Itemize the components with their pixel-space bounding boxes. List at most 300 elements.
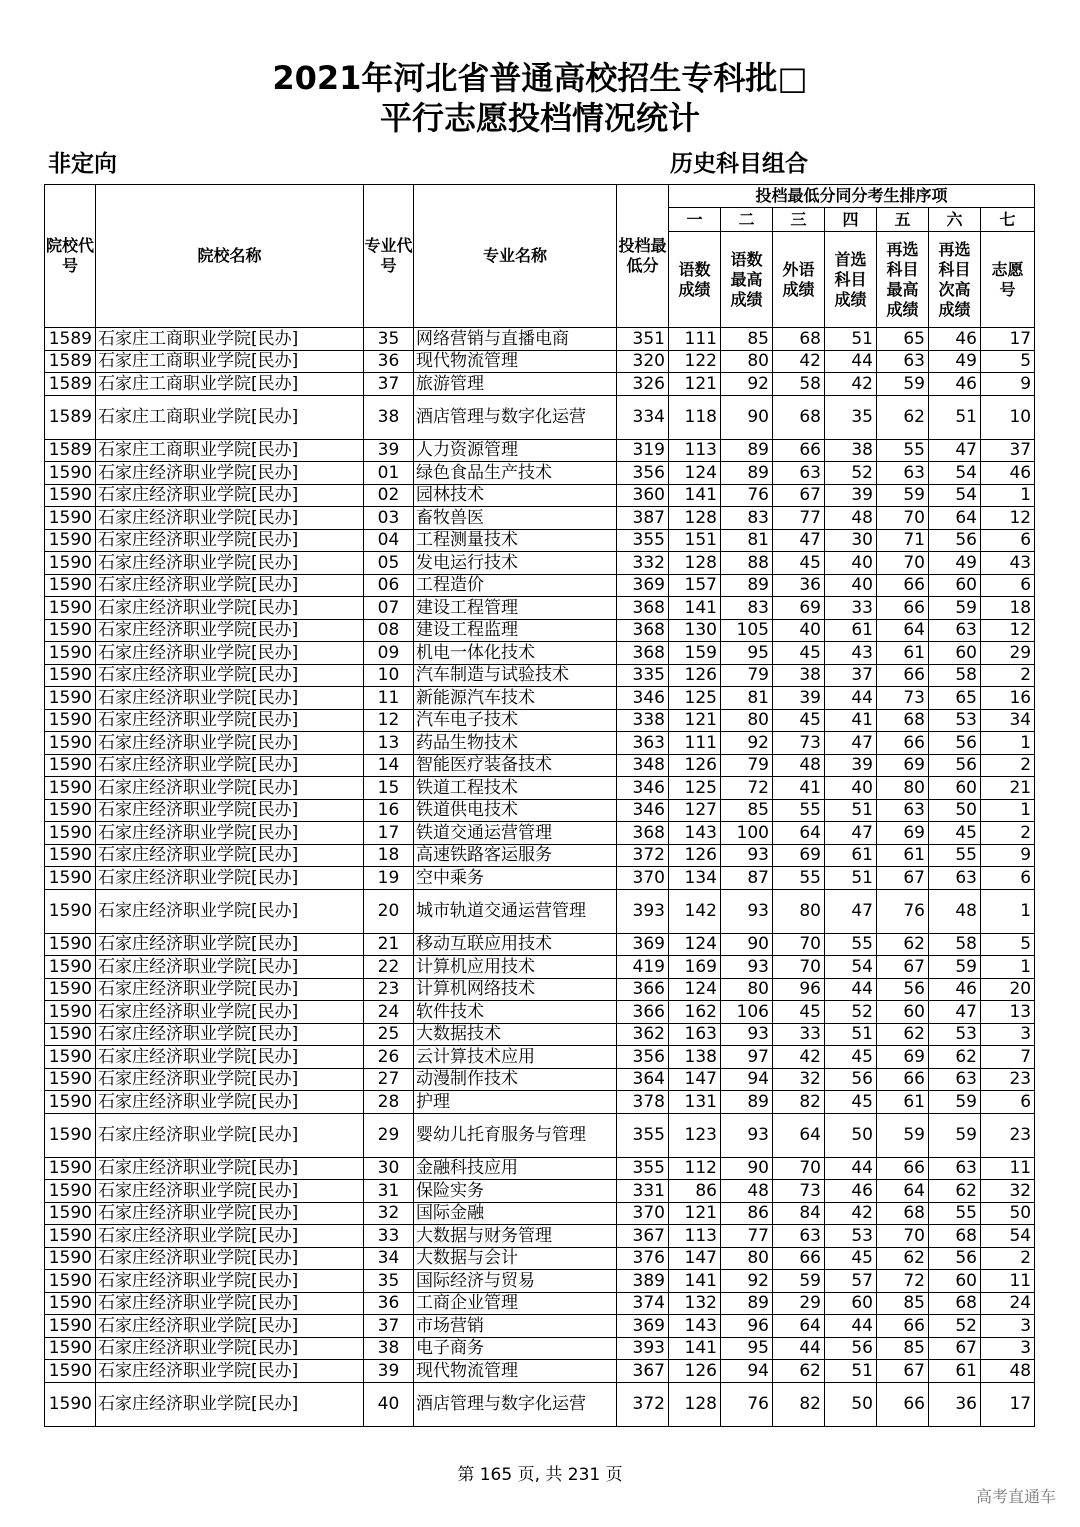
table-row — [45, 956, 1035, 979]
cell-min-score: 346 — [617, 777, 669, 800]
cell-first-subject-score: 45 — [825, 1247, 877, 1270]
cell-first-subject-score: 60 — [825, 1292, 877, 1315]
cell-major-code: 03 — [364, 507, 414, 530]
cell-chinese-math-max: 105 — [721, 619, 773, 642]
table-row — [45, 709, 1035, 732]
cell-chinese-math-score: 159 — [669, 642, 721, 665]
cell-school-code: 1590 — [45, 799, 96, 822]
cell-major-name: 智能医疗装备技术 — [414, 754, 617, 777]
cell-chinese-math-max: 97 — [721, 1046, 773, 1069]
cell-school-name: 石家庄经济职业学院[民办] — [96, 597, 364, 620]
cell-min-score: 366 — [617, 978, 669, 1001]
cell-second-subject-max: 62 — [877, 1023, 929, 1046]
cell-school-code: 1590 — [45, 1180, 96, 1203]
cell-preference-number: 6 — [981, 1091, 1035, 1114]
cell-school-name: 石家庄经济职业学院[民办] — [96, 642, 364, 665]
table-row — [45, 687, 1035, 710]
cell-school-name: 石家庄经济职业学院[民办] — [96, 844, 364, 867]
cell-school-name: 石家庄经济职业学院[民办] — [96, 754, 364, 777]
cell-chinese-math-max: 93 — [721, 1023, 773, 1046]
cell-chinese-math-score: 125 — [669, 687, 721, 710]
cell-chinese-math-score: 121 — [669, 1202, 721, 1225]
cell-chinese-math-score: 127 — [669, 799, 721, 822]
cell-school-code: 1590 — [45, 462, 96, 485]
cell-school-code: 1590 — [45, 956, 96, 979]
cell-chinese-math-max: 94 — [721, 1068, 773, 1091]
cell-second-subject-max: 66 — [877, 1068, 929, 1091]
cell-major-name: 铁道供电技术 — [414, 799, 617, 822]
cell-major-name: 旅游管理 — [414, 373, 617, 396]
cell-min-score: 334 — [617, 395, 669, 439]
cell-major-name: 计算机网络技术 — [414, 978, 617, 1001]
cell-preference-number: 23 — [981, 1068, 1035, 1091]
table-row — [45, 889, 1035, 933]
cell-major-code: 35 — [364, 328, 414, 351]
cell-foreign-language-score: 59 — [773, 1270, 825, 1293]
cell-school-code: 1589 — [45, 373, 96, 396]
cell-preference-number: 1 — [981, 889, 1035, 933]
cell-min-score: 370 — [617, 1202, 669, 1225]
cell-min-score: 374 — [617, 1292, 669, 1315]
cell-second-subject-next: 67 — [929, 1337, 981, 1360]
cell-second-subject-max: 66 — [877, 1157, 929, 1180]
cell-school-name: 石家庄经济职业学院[民办] — [96, 1157, 364, 1180]
cell-preference-number: 11 — [981, 1270, 1035, 1293]
cell-second-subject-next: 62 — [929, 1180, 981, 1203]
cell-chinese-math-score: 157 — [669, 574, 721, 597]
cell-first-subject-score: 39 — [825, 754, 877, 777]
cell-major-code: 05 — [364, 552, 414, 575]
header-major-code: 专业代号 — [364, 185, 414, 328]
cell-chinese-math-score: 128 — [669, 507, 721, 530]
cell-preference-number: 18 — [981, 597, 1035, 620]
cell-preference-number: 21 — [981, 777, 1035, 800]
table-row — [45, 462, 1035, 485]
table-row — [45, 867, 1035, 890]
cell-preference-number: 9 — [981, 844, 1035, 867]
cell-chinese-math-max: 89 — [721, 462, 773, 485]
cell-chinese-math-score: 141 — [669, 1337, 721, 1360]
cell-school-code: 1590 — [45, 1315, 96, 1338]
cell-min-score: 346 — [617, 687, 669, 710]
cell-preference-number: 12 — [981, 619, 1035, 642]
cell-first-subject-score: 35 — [825, 395, 877, 439]
table-row — [45, 799, 1035, 822]
cell-chinese-math-max: 92 — [721, 1270, 773, 1293]
cell-second-subject-next: 36 — [929, 1382, 981, 1426]
cell-chinese-math-max: 80 — [721, 709, 773, 732]
cell-preference-number: 10 — [981, 395, 1035, 439]
cell-preference-number: 1 — [981, 732, 1035, 755]
table-row — [45, 484, 1035, 507]
cell-major-code: 31 — [364, 1180, 414, 1203]
cell-foreign-language-score: 68 — [773, 328, 825, 351]
cell-foreign-language-score: 64 — [773, 822, 825, 845]
table-row — [45, 328, 1035, 351]
cell-major-code: 34 — [364, 1247, 414, 1270]
cell-major-name: 计算机应用技术 — [414, 956, 617, 979]
cell-major-name: 建设工程管理 — [414, 597, 617, 620]
cell-school-name: 石家庄经济职业学院[民办] — [96, 1046, 364, 1069]
cell-major-name: 工程测量技术 — [414, 529, 617, 552]
table-row — [45, 1157, 1035, 1180]
cell-first-subject-score: 51 — [825, 1360, 877, 1383]
cell-first-subject-score: 45 — [825, 1091, 877, 1114]
cell-preference-number: 2 — [981, 1247, 1035, 1270]
cell-major-code: 30 — [364, 1157, 414, 1180]
cell-school-name: 石家庄经济职业学院[民办] — [96, 1113, 364, 1157]
table-row — [45, 732, 1035, 755]
table-row — [45, 1180, 1035, 1203]
cell-chinese-math-max: 48 — [721, 1180, 773, 1203]
table-row — [45, 373, 1035, 396]
cell-min-score: 372 — [617, 844, 669, 867]
cell-min-score: 319 — [617, 439, 669, 462]
cell-foreign-language-score: 45 — [773, 709, 825, 732]
cell-school-name: 石家庄经济职业学院[民办] — [96, 1225, 364, 1248]
page-title-line1: 2021年河北省普通高校招生专科批□ — [272, 59, 808, 97]
cell-second-subject-next: 63 — [929, 619, 981, 642]
cell-first-subject-score: 50 — [825, 1113, 877, 1157]
cell-school-code: 1590 — [45, 1113, 96, 1157]
cell-foreign-language-score: 38 — [773, 664, 825, 687]
cell-chinese-math-score: 124 — [669, 978, 721, 1001]
cell-school-name: 石家庄经济职业学院[民办] — [96, 1337, 364, 1360]
cell-second-subject-next: 62 — [929, 1046, 981, 1069]
cell-second-subject-max: 67 — [877, 1360, 929, 1383]
cell-preference-number: 2 — [981, 664, 1035, 687]
cell-min-score: 351 — [617, 328, 669, 351]
cell-major-code: 13 — [364, 732, 414, 755]
cell-major-name: 酒店管理与数字化运营 — [414, 1382, 617, 1426]
cell-first-subject-score: 46 — [825, 1180, 877, 1203]
cell-second-subject-max: 67 — [877, 956, 929, 979]
cell-preference-number: 20 — [981, 978, 1035, 1001]
cell-second-subject-max: 76 — [877, 889, 929, 933]
cell-major-name: 发电运行技术 — [414, 552, 617, 575]
page-title-line2: 平行志愿投档情况统计 — [379, 99, 700, 137]
cell-chinese-math-max: 79 — [721, 664, 773, 687]
cell-chinese-math-max: 89 — [721, 439, 773, 462]
cell-second-subject-next: 56 — [929, 732, 981, 755]
cell-min-score: 368 — [617, 642, 669, 665]
cell-second-subject-max: 70 — [877, 552, 929, 575]
cell-chinese-math-score: 121 — [669, 373, 721, 396]
cell-chinese-math-score: 122 — [669, 350, 721, 373]
header-order-1: 一 — [669, 208, 721, 232]
cell-min-score: 367 — [617, 1225, 669, 1248]
cell-school-code: 1590 — [45, 978, 96, 1001]
cell-major-name: 建设工程监理 — [414, 619, 617, 642]
cell-preference-number: 46 — [981, 462, 1035, 485]
cell-chinese-math-score: 162 — [669, 1001, 721, 1024]
cell-second-subject-next: 55 — [929, 844, 981, 867]
cell-school-code: 1590 — [45, 642, 96, 665]
cell-second-subject-next: 48 — [929, 889, 981, 933]
cell-school-code: 1589 — [45, 439, 96, 462]
cell-foreign-language-score: 69 — [773, 597, 825, 620]
cell-second-subject-max: 59 — [877, 1113, 929, 1157]
cell-major-code: 32 — [364, 1202, 414, 1225]
cell-school-name: 石家庄经济职业学院[民办] — [96, 552, 364, 575]
cell-chinese-math-max: 85 — [721, 799, 773, 822]
cell-major-code: 28 — [364, 1091, 414, 1114]
cell-chinese-math-max: 77 — [721, 1225, 773, 1248]
header-school-code: 院校代号 — [45, 185, 96, 328]
cell-first-subject-score: 44 — [825, 1315, 877, 1338]
cell-chinese-math-score: 169 — [669, 956, 721, 979]
cell-second-subject-next: 46 — [929, 373, 981, 396]
cell-school-code: 1589 — [45, 350, 96, 373]
cell-second-subject-max: 66 — [877, 1315, 929, 1338]
cell-min-score: 355 — [617, 529, 669, 552]
cell-school-code: 1589 — [45, 328, 96, 351]
cell-second-subject-max: 61 — [877, 844, 929, 867]
cell-school-code: 1590 — [45, 687, 96, 710]
cell-chinese-math-max: 90 — [721, 1157, 773, 1180]
cell-major-name: 现代物流管理 — [414, 1360, 617, 1383]
cell-school-name: 石家庄经济职业学院[民办] — [96, 664, 364, 687]
cell-chinese-math-max: 94 — [721, 1360, 773, 1383]
cell-min-score: 368 — [617, 597, 669, 620]
cell-school-name: 石家庄经济职业学院[民办] — [96, 1001, 364, 1024]
table-row — [45, 754, 1035, 777]
cell-second-subject-max: 65 — [877, 328, 929, 351]
cell-major-name: 软件技术 — [414, 1001, 617, 1024]
cell-preference-number: 2 — [981, 754, 1035, 777]
cell-school-name: 石家庄经济职业学院[民办] — [96, 978, 364, 1001]
cell-min-score: 393 — [617, 889, 669, 933]
cell-chinese-math-max: 86 — [721, 1202, 773, 1225]
cell-first-subject-score: 48 — [825, 507, 877, 530]
admission-table — [44, 184, 1035, 1427]
cell-school-name: 石家庄经济职业学院[民办] — [96, 867, 364, 890]
cell-foreign-language-score: 42 — [773, 350, 825, 373]
cell-second-subject-next: 58 — [929, 664, 981, 687]
cell-school-code: 1590 — [45, 889, 96, 933]
cell-foreign-language-score: 39 — [773, 687, 825, 710]
cell-foreign-language-score: 82 — [773, 1382, 825, 1426]
cell-major-name: 动漫制作技术 — [414, 1068, 617, 1091]
cell-chinese-math-max: 76 — [721, 1382, 773, 1426]
cell-major-code: 38 — [364, 1337, 414, 1360]
cell-school-name: 石家庄经济职业学院[民办] — [96, 462, 364, 485]
cell-min-score: 370 — [617, 867, 669, 890]
cell-second-subject-max: 73 — [877, 687, 929, 710]
cell-major-name: 大数据与会计 — [414, 1247, 617, 1270]
cell-second-subject-max: 63 — [877, 799, 929, 822]
cell-second-subject-max: 61 — [877, 1091, 929, 1114]
cell-major-name: 铁道交通运营管理 — [414, 822, 617, 845]
cell-second-subject-next: 56 — [929, 1247, 981, 1270]
cell-foreign-language-score: 55 — [773, 799, 825, 822]
cell-chinese-math-max: 93 — [721, 956, 773, 979]
cell-min-score: 376 — [617, 1247, 669, 1270]
cell-chinese-math-score: 128 — [669, 1382, 721, 1426]
table-row — [45, 1023, 1035, 1046]
cell-foreign-language-score: 68 — [773, 395, 825, 439]
cell-foreign-language-score: 36 — [773, 574, 825, 597]
cell-chinese-math-max: 79 — [721, 754, 773, 777]
cell-first-subject-score: 44 — [825, 687, 877, 710]
cell-chinese-math-max: 83 — [721, 597, 773, 620]
header-order-6: 六 — [929, 208, 981, 232]
cell-chinese-math-score: 147 — [669, 1247, 721, 1270]
cell-chinese-math-score: 123 — [669, 1113, 721, 1157]
cell-school-name: 石家庄经济职业学院[民办] — [96, 1068, 364, 1091]
cell-second-subject-next: 56 — [929, 529, 981, 552]
cell-foreign-language-score: 64 — [773, 1113, 825, 1157]
cell-major-code: 11 — [364, 687, 414, 710]
cell-second-subject-max: 66 — [877, 732, 929, 755]
cell-school-name: 石家庄经济职业学院[民办] — [96, 1292, 364, 1315]
table-row — [45, 1202, 1035, 1225]
cell-first-subject-score: 33 — [825, 597, 877, 620]
cell-first-subject-score: 44 — [825, 978, 877, 1001]
cell-foreign-language-score: 42 — [773, 1046, 825, 1069]
cell-school-name: 石家庄经济职业学院[民办] — [96, 1180, 364, 1203]
cell-preference-number: 43 — [981, 552, 1035, 575]
cell-chinese-math-score: 118 — [669, 395, 721, 439]
cell-min-score: 367 — [617, 1360, 669, 1383]
cell-second-subject-max: 69 — [877, 822, 929, 845]
cell-chinese-math-max: 81 — [721, 529, 773, 552]
cell-min-score: 368 — [617, 619, 669, 642]
cell-preference-number: 9 — [981, 373, 1035, 396]
cell-school-name: 石家庄经济职业学院[民办] — [96, 933, 364, 956]
cell-chinese-math-max: 96 — [721, 1315, 773, 1338]
cell-chinese-math-score: 126 — [669, 754, 721, 777]
cell-preference-number: 54 — [981, 1225, 1035, 1248]
cell-preference-number: 16 — [981, 687, 1035, 710]
cell-school-code: 1590 — [45, 1023, 96, 1046]
cell-school-name: 石家庄经济职业学院[民办] — [96, 1247, 364, 1270]
cell-second-subject-next: 50 — [929, 799, 981, 822]
cell-first-subject-score: 52 — [825, 1001, 877, 1024]
cell-chinese-math-max: 72 — [721, 777, 773, 800]
cell-first-subject-score: 30 — [825, 529, 877, 552]
cell-school-name: 石家庄经济职业学院[民办] — [96, 1091, 364, 1114]
cell-major-name: 国际金融 — [414, 1202, 617, 1225]
cell-major-name: 工程造价 — [414, 574, 617, 597]
cell-chinese-math-score: 126 — [669, 844, 721, 867]
cell-first-subject-score: 51 — [825, 328, 877, 351]
header-sort-item-4: 首选科目成绩 — [825, 232, 877, 328]
cell-major-code: 36 — [364, 350, 414, 373]
cell-school-code: 1590 — [45, 1337, 96, 1360]
cell-min-score: 369 — [617, 1315, 669, 1338]
cell-min-score: 369 — [617, 933, 669, 956]
cell-first-subject-score: 44 — [825, 350, 877, 373]
cell-major-name: 高速铁路客运服务 — [414, 844, 617, 867]
cell-chinese-math-max: 92 — [721, 732, 773, 755]
cell-min-score: 364 — [617, 1068, 669, 1091]
cell-major-code: 37 — [364, 1315, 414, 1338]
cell-first-subject-score: 47 — [825, 822, 877, 845]
cell-preference-number: 6 — [981, 529, 1035, 552]
cell-second-subject-next: 47 — [929, 1001, 981, 1024]
cell-first-subject-score: 51 — [825, 799, 877, 822]
cell-chinese-math-score: 111 — [669, 732, 721, 755]
cell-major-code: 38 — [364, 395, 414, 439]
cell-second-subject-next: 63 — [929, 1157, 981, 1180]
cell-school-code: 1590 — [45, 754, 96, 777]
cell-school-code: 1590 — [45, 1247, 96, 1270]
table-row — [45, 1292, 1035, 1315]
cell-school-code: 1590 — [45, 1068, 96, 1091]
cell-second-subject-next: 64 — [929, 507, 981, 530]
cell-major-code: 08 — [364, 619, 414, 642]
cell-foreign-language-score: 66 — [773, 439, 825, 462]
cell-chinese-math-max: 89 — [721, 574, 773, 597]
cell-preference-number: 7 — [981, 1046, 1035, 1069]
cell-foreign-language-score: 66 — [773, 1247, 825, 1270]
header-min-score: 投档最低分 — [617, 185, 669, 328]
cell-foreign-language-score: 73 — [773, 1180, 825, 1203]
cell-chinese-math-max: 81 — [721, 687, 773, 710]
cell-chinese-math-max: 90 — [721, 933, 773, 956]
cell-school-code: 1590 — [45, 1292, 96, 1315]
cell-major-code: 17 — [364, 822, 414, 845]
cell-foreign-language-score: 80 — [773, 889, 825, 933]
cell-major-name: 移动互联应用技术 — [414, 933, 617, 956]
cell-major-code: 26 — [364, 1046, 414, 1069]
cell-chinese-math-score: 126 — [669, 664, 721, 687]
cell-foreign-language-score: 64 — [773, 1315, 825, 1338]
cell-school-name: 石家庄经济职业学院[民办] — [96, 732, 364, 755]
header-order-5: 五 — [877, 208, 929, 232]
cell-preference-number: 3 — [981, 1315, 1035, 1338]
cell-first-subject-score: 40 — [825, 574, 877, 597]
header-sort-group: 投档最低分同分考生排序项 — [669, 185, 1035, 208]
table-row — [45, 1337, 1035, 1360]
cell-foreign-language-score: 96 — [773, 978, 825, 1001]
cell-second-subject-max: 69 — [877, 754, 929, 777]
cell-school-name: 石家庄经济职业学院[民办] — [96, 1202, 364, 1225]
table-row — [45, 1001, 1035, 1024]
header-order-2: 二 — [721, 208, 773, 232]
cell-major-code: 39 — [364, 439, 414, 462]
cell-school-name: 石家庄经济职业学院[民办] — [96, 1382, 364, 1426]
cell-major-name: 药品生物技术 — [414, 732, 617, 755]
table-row — [45, 933, 1035, 956]
cell-school-name: 石家庄经济职业学院[民办] — [96, 889, 364, 933]
cell-foreign-language-score: 40 — [773, 619, 825, 642]
table-row — [45, 1382, 1035, 1426]
table-row — [45, 777, 1035, 800]
cell-preference-number: 37 — [981, 439, 1035, 462]
cell-second-subject-max: 71 — [877, 529, 929, 552]
cell-major-code: 04 — [364, 529, 414, 552]
cell-second-subject-next: 45 — [929, 822, 981, 845]
cell-preference-number: 1 — [981, 484, 1035, 507]
cell-school-name: 石家庄经济职业学院[民办] — [96, 709, 364, 732]
cell-foreign-language-score: 63 — [773, 1225, 825, 1248]
table-row — [45, 552, 1035, 575]
table-row — [45, 642, 1035, 665]
cell-school-code: 1590 — [45, 777, 96, 800]
cell-first-subject-score: 40 — [825, 552, 877, 575]
table-row — [45, 1046, 1035, 1069]
cell-min-score: 366 — [617, 1001, 669, 1024]
cell-min-score: 355 — [617, 1113, 669, 1157]
cell-school-code: 1590 — [45, 867, 96, 890]
cell-school-name: 石家庄经济职业学院[民办] — [96, 1270, 364, 1293]
cell-second-subject-next: 60 — [929, 642, 981, 665]
cell-school-name: 石家庄经济职业学院[民办] — [96, 822, 364, 845]
page-number: 第 165 页, 共 231 页 — [457, 1465, 623, 1485]
cell-major-code: 10 — [364, 664, 414, 687]
